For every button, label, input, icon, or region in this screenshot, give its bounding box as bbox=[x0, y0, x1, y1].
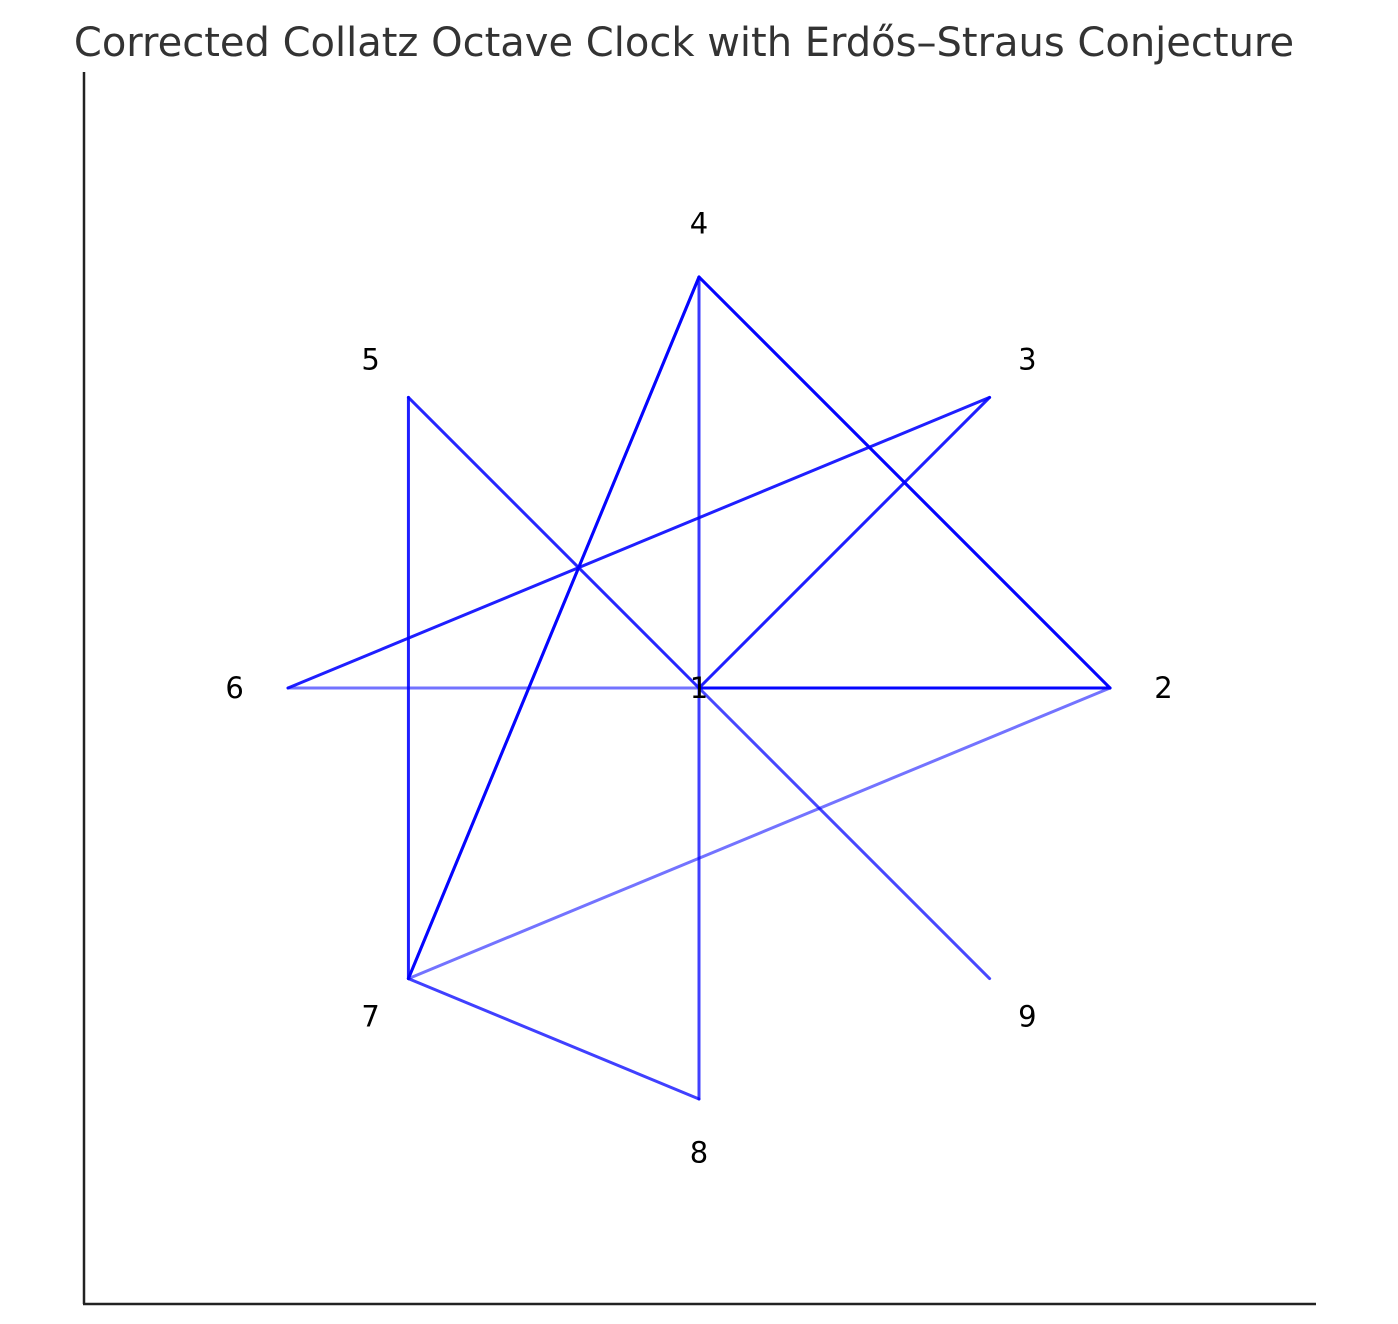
chart-title: Corrected Collatz Octave Clock with Erdős–Straus Conjecture bbox=[73, 20, 1295, 66]
edge-3-1-7 bbox=[699, 397, 990, 688]
edge-6-3-6 bbox=[288, 397, 990, 688]
node-label-7: 7 bbox=[361, 999, 380, 1034]
edge-7-4-13 bbox=[408, 277, 699, 979]
node-label-2: 2 bbox=[1154, 671, 1173, 705]
node-label-9: 9 bbox=[1018, 999, 1037, 1034]
node-label-5: 5 bbox=[361, 342, 380, 377]
edge-7-8-3 bbox=[408, 979, 699, 1099]
node-label-1: 1 bbox=[689, 671, 709, 705]
node-label-6: 6 bbox=[225, 671, 244, 705]
node-label-4: 4 bbox=[689, 206, 709, 241]
node-label-8: 8 bbox=[689, 1135, 709, 1170]
edge-5-1-8 bbox=[408, 397, 699, 688]
edge-1-9-2 bbox=[699, 688, 990, 979]
edge-7-2-1 bbox=[408, 688, 1110, 979]
node-label-3: 3 bbox=[1018, 342, 1037, 377]
